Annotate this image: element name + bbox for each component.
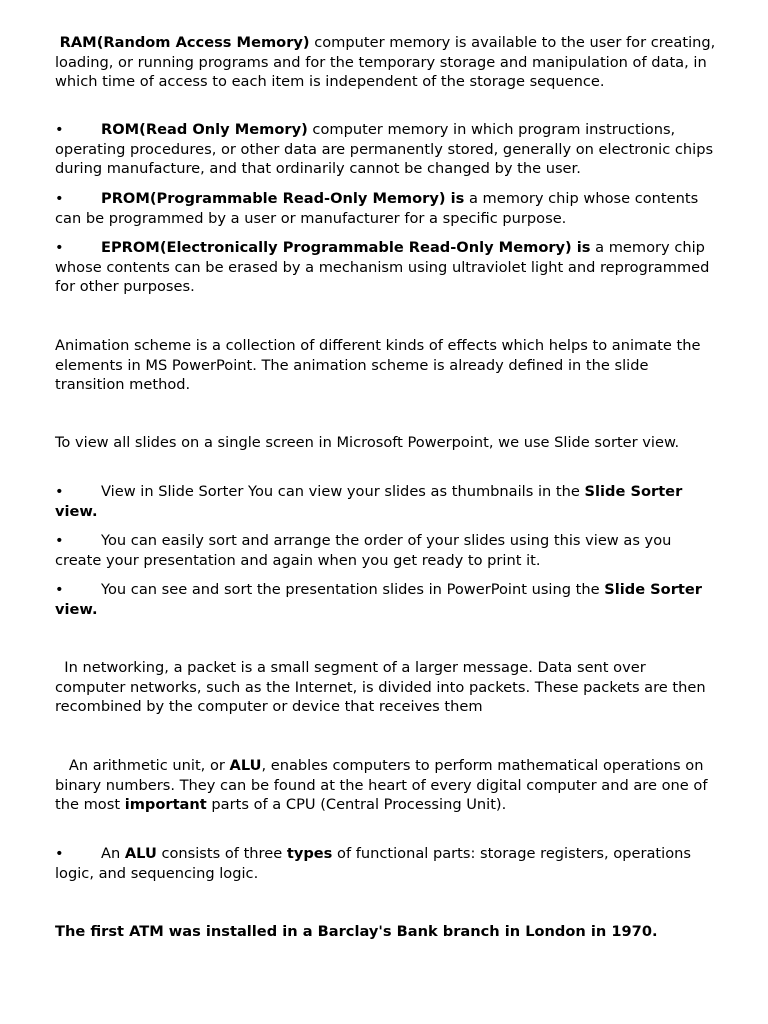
prom-text: a memory chip whose contents can be programmed by a user or manufacturer for a specific purpose. <box>55 190 699 227</box>
rom-bullet <box>55 120 720 179</box>
alu-bold-1: ALU <box>229 757 262 774</box>
bullet-dot: • <box>55 483 64 500</box>
bullet-dot: • <box>55 121 64 138</box>
bullet-dot: • <box>55 845 64 862</box>
alu-text-3: parts of a CPU (Central Processing Unit). <box>206 796 507 813</box>
eprom-text: a memory chip whose contents can be erased by a mechanism using ultraviolet light and reprogrammed for other purposes. <box>55 239 710 295</box>
ram-paragraph <box>55 33 720 92</box>
slide-bullet-1 <box>55 482 720 521</box>
eprom-bullet <box>55 238 720 297</box>
slide-bullet-1-text: View in Slide Sorter You can view your slides as thumbnails in the <box>101 483 585 500</box>
alu-text-1: An arithmetic unit, or <box>55 757 230 774</box>
slide-bullet-2 <box>55 531 720 570</box>
slide-bullet-1-bold: Slide Sorter view. <box>55 483 683 520</box>
bullet-dot: • <box>55 239 64 256</box>
alu-bullet-text-1: An <box>101 845 125 862</box>
animation-paragraph: Animation scheme is a collection of different kinds of effects which helps to animate the elements in MS PowerPoint. The animation scheme is already defined in the slide transition method. <box>55 337 701 393</box>
alu-bullet-bold-1: ALU <box>124 845 157 862</box>
eprom-term: EPROM(Electronically Programmable Read-Only Memory) is <box>101 239 591 256</box>
bullet-dot: • <box>55 581 64 598</box>
atm-statement: The first ATM was installed in a Barclay's Bank branch in London in 1970. <box>55 923 658 940</box>
rom-term: ROM(Read Only Memory) <box>101 121 308 138</box>
prom-bullet <box>55 189 720 228</box>
slide-bullet-3-text: You can see and sort the presentation slides in PowerPoint using the <box>101 581 605 598</box>
alu-bullet-bold-2: types <box>286 845 333 862</box>
ram-term: RAM(Random Access Memory) <box>59 34 310 51</box>
alu-bullet-text-3: of functional parts: storage registers, operations logic, and sequencing logic. <box>55 845 691 882</box>
slide-sorter-intro: To view all slides on a single screen in Microsoft Powerpoint, we use Slide sorter view. <box>55 434 680 451</box>
ram-text: computer memory is available to the user for creating, loading, or running programs and for the temporary storage and manipulation of data, in which time of access to each item is independent of the storage sequence. <box>55 34 720 90</box>
slide-bullet-3-bold: Slide Sorter view. <box>55 581 702 618</box>
rom-text: computer memory in which program instructions, operating procedures, or other data are permanently stored, generally on electronic chips during manufacture, and that ordinarily cannot be changed by the user. <box>55 121 714 177</box>
alu-bullet-text-2: consists of three <box>156 845 287 862</box>
bullet-dot: • <box>55 190 64 207</box>
bullet-dot: • <box>55 532 64 549</box>
alu-paragraph <box>55 756 720 815</box>
slide-bullet-3 <box>55 580 720 619</box>
slide-bullet-2-text: You can easily sort and arrange the order of your slides using this view as you create your presentation and again when you get ready to print it. <box>55 532 672 569</box>
alu-text-2: , enables computers to perform mathematical operations on binary numbers. They can be found at the heart of every digital computer and are one of the most <box>55 757 713 813</box>
prom-term: PROM(Programmable Read-Only Memory) is <box>101 190 465 207</box>
alu-bullet <box>55 844 720 883</box>
packet-paragraph: In networking, a packet is a small segment of a larger message. Data sent over computer networks, such as the Internet, is divided into packets. These packets are then recombined by the computer or device that receives them <box>55 659 711 715</box>
alu-bold-2: important <box>124 796 207 813</box>
